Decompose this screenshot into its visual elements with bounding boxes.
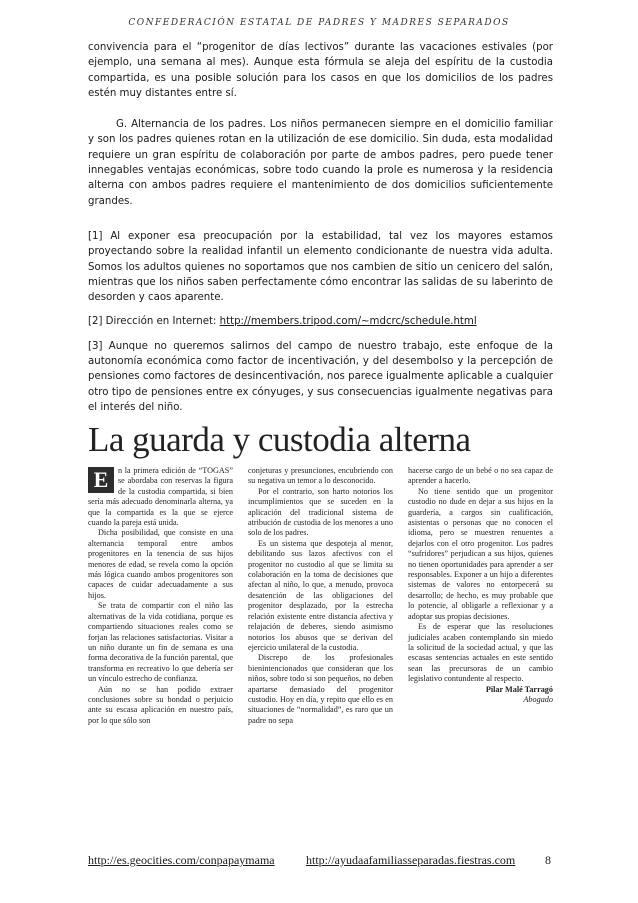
author-role: Abogado bbox=[523, 694, 553, 704]
clipping-title: La guarda y custodia alterna bbox=[88, 420, 471, 459]
page-number: 8 bbox=[545, 853, 551, 867]
newspaper-clipping bbox=[88, 466, 558, 806]
body-text bbox=[88, 40, 553, 424]
clipping-paragraph: E n la primera edición de “TOGAS” se abordaba con reservas la figura de la custodia compartida, si bien sería más adecuado denominarla alterna, ya que la compartida es la que se ejerce cuando la pareja está unida. bbox=[88, 466, 233, 528]
clipping-paragraph: Se trata de compartir con el niño las alternativas de la vida cotidiana, porque es compartiendo situaciones reales como se forjan las relaciones satisfactorias. Visitar a un niño durante un fin de semana es una forma decorativa de la función parental, que transforma en recreativo lo que debería ser un vínculo estrecho de confianza. bbox=[88, 601, 233, 684]
clipping-column-1 bbox=[88, 466, 233, 726]
clipping-paragraph: Discrepo de los profesionales bienintencionados que consideran que los niños, sobre todo si son pequeños, no deben apartarse demasiado del progenitor custodio. Hoy en día, y repito que ello es en situaciones de “normalidad”, es raro que un padre no sepa bbox=[248, 653, 393, 725]
drop-cap: E bbox=[88, 467, 114, 493]
paragraph-alternancia: G. Alternancia de los padres. Los niños permanecen siempre en el domicilio familiar y son los padres quienes rotan en la utilización de ese domicilio. Sin duda, esta modalidad requiere un gran espíritu de colaboración por parte de ambos padres, pero puede tener innegables ventajas económicas, sobre todo cuando la prole es numerosa y la residencia alterna con ambos padres requiere el mantenimiento de dos domicilios suficientemente grandes. bbox=[88, 119, 553, 207]
clipping-paragraph: Es un sistema que despoteja al menor, debilitando sus lazos afectivos con el progenitor no custodio al que se limita su colaboración en la toma de decisiones que afectan al niño, lo que, a menudo, provoca desatención de las obligaciones del progenitor desplazado, por la estrecha relación existente entre distancia afectiva y relajación de deberes, siendo asimismo notorios los abusos que se derivan del ejercicio unilateral de la custodia. bbox=[248, 538, 393, 652]
clipping-paragraph: Es de esperar que las resoluciones judiciales acaben contemplando sin miedo la solicitud de la sociedad actual, y que las escasas sentencias actuales en este sentido sean las precursoras de un cambio legislativo contundente al respecto. bbox=[408, 622, 553, 684]
footnote-2-prefix: [2] Dirección en Internet: bbox=[88, 316, 220, 328]
clipping-paragraph: Por el contrario, son harto notorios los incumplimientos que se suceden en la aplicación del tradicional sistema de atribución de custodia de los menores a uno solo de los padres. bbox=[248, 486, 393, 538]
footer-link-ayuda[interactable]: http://ayudaafamiliasseparadas.fiestras.com bbox=[306, 853, 516, 867]
clipping-paragraph: conjeturas y presunciones, encubriendo con su negativa un temor a lo desconocido. bbox=[248, 466, 393, 486]
author-name: Pilar Malé Tarragó bbox=[485, 684, 553, 694]
clipping-paragraph: No tiene sentido que un progenitor custodio no dude en dejar a sus hijos en la guardería, a cargos sin cualificación, asistentas o personas que no conocen el idioma, pero se muestren renuentes a dejarlos con el otro progenitor. Los padres “sufridores” perjudican a sus hijos, quienes no tienen oportunidades para aprender a ser responsables. Exponer a un hijo a diferentes sistemas de valores no entorpecerá su desarrollo; de hecho, es muy probable que lo potencie, al obligarle a reflexionar y a adoptar sus propias decisiones. bbox=[408, 486, 553, 621]
page-header: CONFEDERACIÓN ESTATAL DE PADRES Y MADRES SEPARADOS bbox=[128, 18, 510, 28]
clipping-paragraph: hacerse cargo de un bebé o no sea capaz de aprender a hacerlo. bbox=[408, 466, 553, 486]
footnote-3: [3] Aunque no queremos salirnos del campo de nuestro trabajo, este enfoque de la autonomía económica como factor de incentivación, y del desembolso y la percepción de pensiones como factores de desincentivación, nos parece igualmente aplicable a cualquier otro tipo de pensiones entre ex cónyuges, y sus consecuencias igualmente negativas para el interés del niño. bbox=[88, 340, 553, 413]
footer-link-geocities[interactable]: http://es.geocities.com/conpapaymama bbox=[88, 853, 275, 867]
schedule-link[interactable]: http://members.tripod.com/~mdcrc/schedule.html bbox=[219, 316, 477, 328]
clipping-paragraph: Dicha posibilidad, que consiste en una alternancia temporal entre ambos progenitores en la tenencia de sus hijos menores de edad, se revela como la opción más lógica cuando ambos progenitores son capaces de cuidar adecuadamente a sus hijos. bbox=[88, 528, 233, 600]
clipping-paragraph: Aún no se han podido extraer conclusiones sobre su bondad o perjuicio ante su escasa aplicación en nuestro país, por lo que sólo son bbox=[88, 684, 233, 725]
paragraph-convivencia: convivencia para el “progenitor de días lectivos” durante las vacaciones estivales (por ejemplo, una semana al mes). Aunque esta fórmula se aleja del espíritu de la custodia compartida, es una posible solución para los casos en que los domicilios de los padres estén muy distantes entre sí. bbox=[88, 42, 553, 99]
clipping-column-2 bbox=[248, 466, 393, 726]
footnote-2 bbox=[88, 314, 553, 329]
footnote-1: [1] Al exponer esa preocupación por la estabilidad, tal vez los mayores estamos proyectando sobre la realidad infantil un elemento condicionante de nuestra vida adulta. Somos los adultos quienes no soportamos que nos cambien de sitio un cenicero del salón, mientras que los niños saben perfectamente cómo encontrar las salidas de su laberinto de desorden y caos aparente. bbox=[88, 230, 553, 304]
clipping-column-3 bbox=[408, 466, 553, 705]
